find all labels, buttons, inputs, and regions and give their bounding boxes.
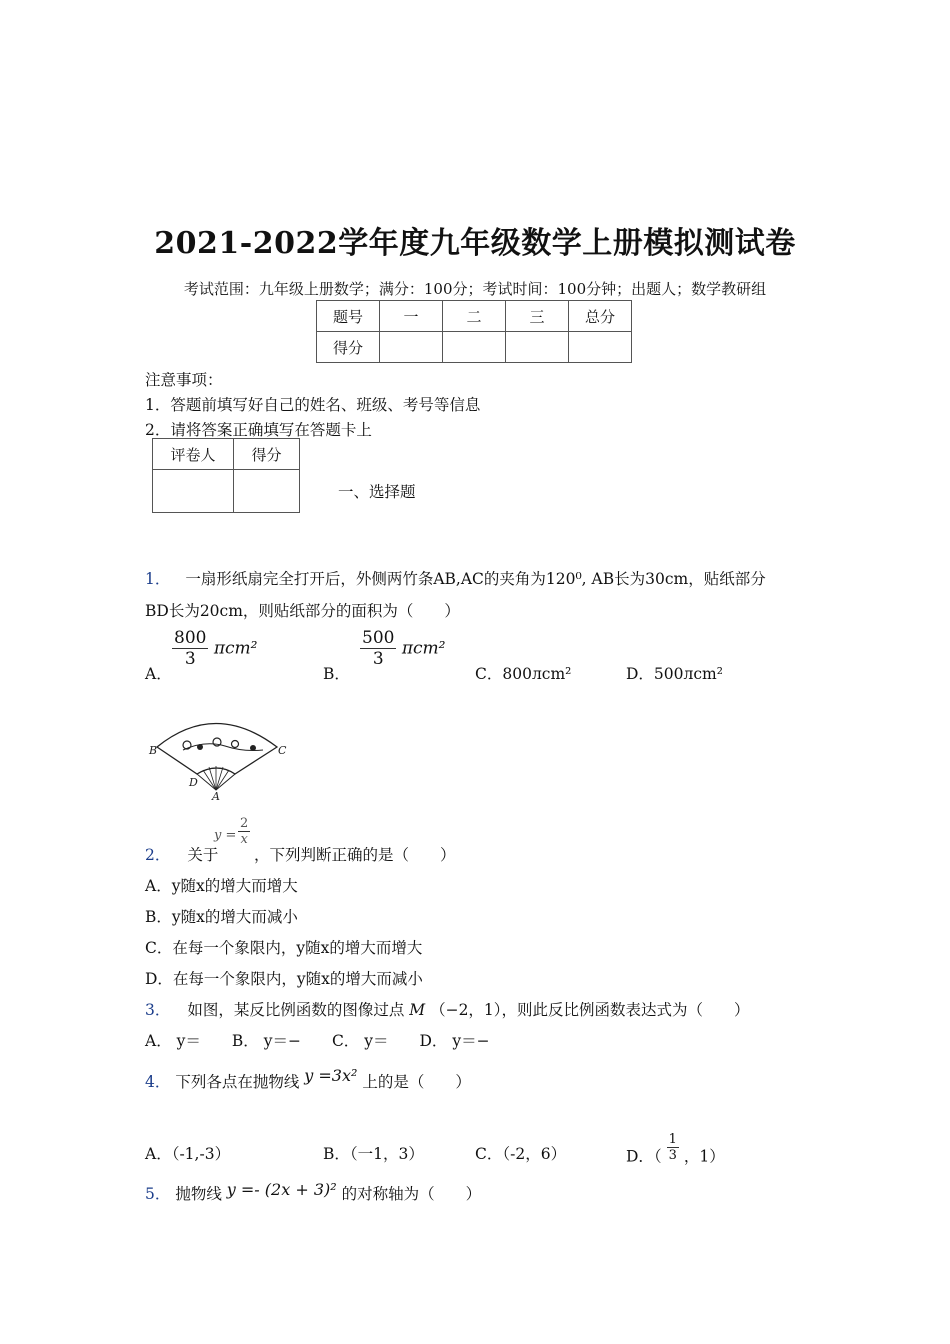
question-text-tail: ，下列判断正确的是（ ） bbox=[254, 846, 456, 864]
question-1-line-2: BD长为20cm，则贴纸部分的面积为（ ） bbox=[145, 602, 460, 620]
note-item: 1．答题前填写好自己的姓名、班级、考号等信息 bbox=[145, 396, 481, 414]
score-table-value-row bbox=[317, 332, 632, 363]
score-table bbox=[316, 300, 632, 363]
option-a-label: A． bbox=[145, 665, 172, 683]
option-d bbox=[626, 1132, 725, 1173]
question-3 bbox=[145, 998, 750, 1020]
question-text: 下列各点在抛物线 bbox=[175, 1073, 300, 1091]
question-text: 如图，某反比例函数的图像过点 bbox=[187, 1001, 405, 1019]
equation: y =3x² bbox=[304, 1066, 358, 1085]
question-number: 1． bbox=[145, 570, 171, 588]
numerator: 1 bbox=[668, 1132, 677, 1147]
grader-cell: 得分 bbox=[234, 439, 300, 470]
fan-figure bbox=[145, 712, 295, 802]
score-cell: 二 bbox=[443, 301, 506, 332]
option: B．y随x的增大而减小 bbox=[145, 908, 298, 926]
denominator: 3 bbox=[172, 648, 208, 669]
denominator: x bbox=[238, 831, 250, 847]
label-a: A bbox=[212, 790, 220, 802]
label-c: C bbox=[278, 744, 287, 757]
option-label: D．（ bbox=[626, 1147, 662, 1166]
grader-empty-cell bbox=[153, 470, 234, 513]
score-input-cell bbox=[380, 332, 443, 363]
option: D．在每一个象限内，y随x的增大而减小 bbox=[145, 970, 423, 988]
point-name: M bbox=[409, 1001, 426, 1019]
question-number: 5． bbox=[145, 1185, 171, 1203]
question-4 bbox=[145, 1066, 471, 1092]
exam-info: 考试范围：九年级上册数学；满分：100分；考试时间：100分钟；出题人；数学教研组 bbox=[183, 280, 767, 298]
label-b: B bbox=[149, 744, 158, 757]
score-cell: 题号 bbox=[317, 301, 380, 332]
fraction-one-third bbox=[667, 1132, 679, 1163]
grader-header-row bbox=[153, 439, 300, 470]
question-number: 3． bbox=[145, 1001, 171, 1019]
option: C．在每一个象限内，y随x的增大而增大 bbox=[145, 939, 423, 957]
option-b: B．（一1，3） bbox=[323, 1145, 424, 1163]
numerator: 500 bbox=[362, 628, 395, 648]
option-b-formula bbox=[360, 628, 446, 669]
note-item: 2．请将答案正确填写在答题卡上 bbox=[145, 421, 372, 439]
grader-empty-cell bbox=[234, 470, 300, 513]
fraction bbox=[172, 628, 208, 669]
numerator: 800 bbox=[174, 628, 207, 648]
question-number: 4． bbox=[145, 1073, 171, 1091]
section-heading: 一、选择题 bbox=[338, 483, 416, 501]
option-tail: ，1） bbox=[683, 1147, 725, 1166]
option-a-formula bbox=[172, 628, 258, 669]
question-5 bbox=[145, 1182, 481, 1204]
fan-paper-outline bbox=[157, 724, 277, 775]
grader-table bbox=[152, 438, 300, 513]
fraction-2-over-x bbox=[238, 816, 250, 847]
notes-heading: 注意事项： bbox=[145, 371, 223, 389]
question-text: 关于 bbox=[187, 846, 219, 864]
score-cell: 总分 bbox=[569, 301, 632, 332]
question-2 bbox=[145, 843, 218, 865]
fraction bbox=[360, 628, 396, 669]
question-3-options: A． y＝ B． y＝− C． y＝ D． y＝− bbox=[145, 1032, 490, 1050]
page-title: 2021-2022学年度九年级数学上册模拟测试卷 bbox=[154, 226, 796, 261]
question-text-tail: 上的是（ ） bbox=[362, 1073, 471, 1091]
grader-value-row bbox=[153, 470, 300, 513]
option: A．y随x的增大而增大 bbox=[145, 877, 298, 895]
option-c: C．（-2，6） bbox=[475, 1145, 567, 1163]
unit: πcm² bbox=[213, 638, 258, 659]
grader-cell: 评卷人 bbox=[153, 439, 234, 470]
question-text: 一扇形纸扇完全打开后，外侧两竹条AB,AC的夹角为120⁰, AB长为30cm，贴纸部分 bbox=[185, 570, 766, 588]
question-number: 2． bbox=[145, 846, 171, 864]
question-1-line-1 bbox=[145, 567, 766, 589]
equation: y =- (2x + 3)² bbox=[226, 1180, 337, 1199]
point-coordinates: （−2，1），则此反比例函数表达式为（ ） bbox=[430, 1001, 750, 1019]
fraction bbox=[238, 816, 250, 847]
option-a: A．（-1,-3） bbox=[145, 1145, 231, 1163]
denominator: 3 bbox=[360, 648, 396, 669]
score-input-cell bbox=[506, 332, 569, 363]
option-b-label: B． bbox=[323, 665, 350, 683]
option-d: D．500лcm² bbox=[626, 665, 723, 683]
numerator: 2 bbox=[240, 816, 249, 831]
unit: πcm² bbox=[401, 638, 446, 659]
option-c: C．800лcm² bbox=[475, 665, 572, 683]
score-cell: 三 bbox=[506, 301, 569, 332]
score-cell: 一 bbox=[380, 301, 443, 332]
score-input-cell bbox=[569, 332, 632, 363]
y-equals: y = bbox=[214, 828, 237, 843]
label-d: D bbox=[189, 776, 198, 789]
score-cell: 得分 bbox=[317, 332, 380, 363]
denominator: 3 bbox=[668, 1148, 677, 1163]
score-table-header-row bbox=[317, 301, 632, 332]
score-input-cell bbox=[443, 332, 506, 363]
question-text: 抛物线 bbox=[175, 1185, 222, 1203]
question-text-tail: 的对称轴为（ ） bbox=[341, 1185, 482, 1203]
